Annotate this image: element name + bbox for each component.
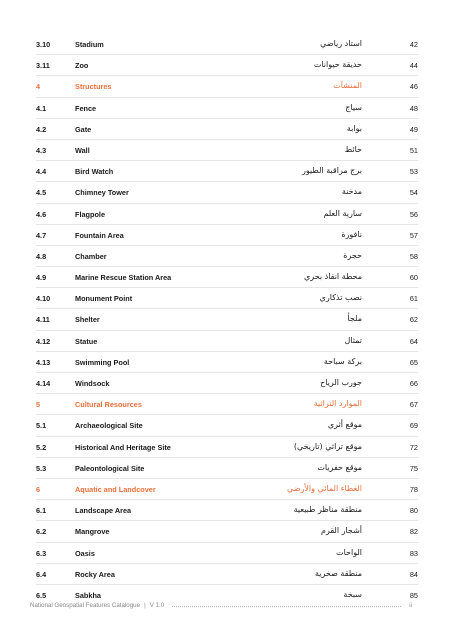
toc-number: 4.12 xyxy=(36,336,51,346)
toc-page-number: 80 xyxy=(409,506,418,516)
toc-number: 4.9 xyxy=(36,273,47,283)
toc-row[interactable] xyxy=(36,564,418,585)
toc-number: 6.5 xyxy=(36,590,47,600)
toc-number: 5 xyxy=(36,400,41,410)
toc-row[interactable] xyxy=(36,225,418,246)
toc-page-number: 66 xyxy=(409,379,418,388)
toc-page-number: 53 xyxy=(409,167,418,177)
toc-number: 3.11 xyxy=(36,61,50,71)
footer-version: V 1.0 xyxy=(149,601,165,609)
toc-number: 4.7 xyxy=(36,230,47,240)
toc-title-arabic: الواحات xyxy=(336,547,362,557)
toc-row[interactable] xyxy=(36,182,418,203)
toc-page-number: 46 xyxy=(409,82,418,92)
toc-page-number: 54 xyxy=(409,188,418,198)
toc-title-english: Gate xyxy=(75,124,92,134)
footer-separator: | xyxy=(144,601,146,609)
toc-number: 4.6 xyxy=(36,209,47,219)
toc-number: 4.1 xyxy=(36,103,47,113)
toc-title-english: Oasis xyxy=(75,548,95,558)
toc-title-arabic: سارية العلم xyxy=(323,208,362,218)
toc-section-row[interactable] xyxy=(36,394,418,415)
toc-number: 4.4 xyxy=(36,167,47,177)
toc-row[interactable] xyxy=(36,161,418,182)
page-footer xyxy=(30,600,412,610)
toc-title-arabic: مدخنة xyxy=(341,187,362,197)
toc-row[interactable] xyxy=(36,288,418,309)
toc-title-english: Swimming Pool xyxy=(75,357,130,367)
toc-number: 4 xyxy=(36,82,41,92)
toc-title-arabic: الغطاء المائي والأرضي xyxy=(287,483,362,493)
toc-row[interactable] xyxy=(36,437,418,458)
toc-number: 6.2 xyxy=(36,527,47,537)
toc-row[interactable] xyxy=(36,309,418,330)
toc-page-number: 57 xyxy=(409,230,418,240)
toc-title-arabic: محطة انقاذ بحري xyxy=(304,272,362,282)
toc-row[interactable] xyxy=(36,246,418,267)
footer-page-number: ii xyxy=(409,601,412,609)
toc-number: 4.14 xyxy=(36,379,51,388)
toc-row[interactable] xyxy=(36,373,418,394)
toc-row[interactable] xyxy=(36,119,418,140)
toc-title-english: Mangrove xyxy=(75,527,110,537)
toc-title-english: Cultural Resources xyxy=(75,400,142,410)
toc-page-number: 58 xyxy=(409,251,418,261)
toc-page-number: 65 xyxy=(409,357,418,367)
toc-page-number: 62 xyxy=(409,315,418,325)
toc-title-english: Marine Rescue Station Area xyxy=(75,273,172,283)
footer-dot-leader xyxy=(172,606,401,607)
toc-page-number: 78 xyxy=(409,484,418,494)
toc-title-arabic: ملجأ xyxy=(347,314,362,324)
toc-title-english: Archaeological Site xyxy=(75,421,143,431)
toc-row[interactable] xyxy=(36,543,418,564)
toc-title-english: Fountain Area xyxy=(75,230,124,240)
toc-section-row[interactable] xyxy=(36,479,418,500)
toc-title-arabic: بركة سباحة xyxy=(323,356,362,366)
toc-title-arabic: المنشآت xyxy=(333,81,362,91)
toc-row[interactable] xyxy=(36,34,418,55)
toc-title-english: Statue xyxy=(75,336,98,346)
toc-page-number: 61 xyxy=(409,294,418,304)
toc-page-number: 69 xyxy=(409,421,418,431)
toc-page-number: 85 xyxy=(409,590,418,600)
toc-title-arabic: استاد رياضي xyxy=(320,39,362,48)
toc-title-english: Windsock xyxy=(75,379,110,388)
table-of-contents xyxy=(36,34,418,605)
toc-title-english: Wall xyxy=(75,145,90,155)
toc-page-number: 48 xyxy=(409,103,418,113)
toc-page-number: 75 xyxy=(409,463,418,473)
toc-title-english: Paleontological Site xyxy=(75,463,145,473)
toc-number: 4.11 xyxy=(36,315,50,325)
toc-title-arabic: موقع أثري xyxy=(327,420,362,430)
toc-row[interactable] xyxy=(36,352,418,373)
toc-number: 5.3 xyxy=(36,463,47,473)
toc-title-arabic: سياج xyxy=(345,102,362,112)
toc-page-number: 44 xyxy=(409,61,418,71)
toc-number: 3.10 xyxy=(36,40,51,49)
toc-page-number: 56 xyxy=(409,209,418,219)
toc-title-english: Sabkha xyxy=(75,590,101,600)
footer-title: National Geospatial Features Catalogue xyxy=(30,601,141,609)
toc-title-arabic: منطقة مناظر طبيعية xyxy=(293,505,362,515)
toc-number: 6 xyxy=(36,484,41,494)
toc-title-arabic: أشجار القرم xyxy=(320,526,362,536)
toc-title-arabic: حديقة حيوانات xyxy=(313,60,362,70)
toc-row[interactable] xyxy=(36,458,418,479)
toc-row[interactable] xyxy=(36,331,418,352)
toc-page-number: 84 xyxy=(409,569,418,579)
toc-row[interactable] xyxy=(36,500,418,521)
toc-title-arabic: تمثال xyxy=(344,335,362,345)
toc-section-row[interactable] xyxy=(36,76,418,97)
toc-title-english: Bird Watch xyxy=(75,167,114,177)
toc-title-arabic: جورب الرياح xyxy=(320,378,362,387)
toc-number: 5.2 xyxy=(36,442,47,452)
toc-page-number: 72 xyxy=(409,442,418,452)
toc-title-english: Flagpole xyxy=(75,209,105,219)
toc-page-number: 60 xyxy=(409,273,418,283)
toc-row[interactable] xyxy=(36,521,418,542)
toc-title-english: Landscape Area xyxy=(75,506,132,516)
toc-title-arabic: برج مراقبة الطيور xyxy=(302,166,362,176)
toc-title-arabic: نصب تذكاري xyxy=(319,293,362,303)
toc-page-number: 82 xyxy=(409,527,418,537)
toc-title-arabic: موقع حفريات xyxy=(317,462,362,472)
toc-title-arabic: حائط xyxy=(344,144,362,154)
toc-title-english: Zoo xyxy=(75,61,89,71)
toc-page-number: 42 xyxy=(409,40,418,49)
toc-title-english: Stadium xyxy=(75,40,104,49)
toc-number: 6.1 xyxy=(36,506,47,516)
toc-number: 4.2 xyxy=(36,124,47,134)
toc-title-english: Chamber xyxy=(75,251,107,261)
toc-number: 4.13 xyxy=(36,357,51,367)
toc-title-english: Aquatic and Landcover xyxy=(75,484,156,494)
toc-title-english: Structures xyxy=(75,82,112,92)
toc-number: 6.4 xyxy=(36,569,47,579)
toc-row[interactable] xyxy=(36,98,418,119)
toc-row[interactable] xyxy=(36,415,418,436)
toc-title-english: Fence xyxy=(75,103,97,113)
toc-page-number: 83 xyxy=(409,548,418,558)
toc-title-arabic: بوابة xyxy=(346,123,362,133)
toc-page-number: 49 xyxy=(409,124,418,134)
toc-number: 5.1 xyxy=(36,421,47,431)
toc-title-english: Chimney Tower xyxy=(75,188,129,198)
toc-number: 6.3 xyxy=(36,548,47,558)
toc-page-number: 51 xyxy=(409,145,418,155)
toc-row[interactable] xyxy=(36,140,418,161)
toc-page-number: 64 xyxy=(409,336,418,346)
toc-row[interactable] xyxy=(36,55,418,76)
toc-title-arabic: نافورة xyxy=(341,229,362,239)
toc-row[interactable] xyxy=(36,267,418,288)
toc-title-arabic: الموارد التراثية xyxy=(313,399,362,409)
toc-number: 4.5 xyxy=(36,188,47,198)
toc-title-english: Shelter xyxy=(75,315,100,325)
toc-row[interactable] xyxy=(36,204,418,225)
toc-title-arabic: سبخة xyxy=(343,589,362,599)
toc-number: 4.3 xyxy=(36,145,47,155)
toc-number: 4.8 xyxy=(36,251,47,261)
toc-title-arabic: موقع تراثي (تاريخي) xyxy=(293,441,362,451)
toc-number: 4.10 xyxy=(36,294,51,304)
toc-title-arabic: منطقة صخرية xyxy=(314,568,362,578)
toc-title-english: Historical And Heritage Site xyxy=(75,442,171,452)
toc-title-english: Rocky Area xyxy=(75,569,115,579)
toc-title-arabic: حجرة xyxy=(343,250,362,260)
toc-title-english: Monument Point xyxy=(75,294,133,304)
toc-page-number: 67 xyxy=(409,400,418,410)
